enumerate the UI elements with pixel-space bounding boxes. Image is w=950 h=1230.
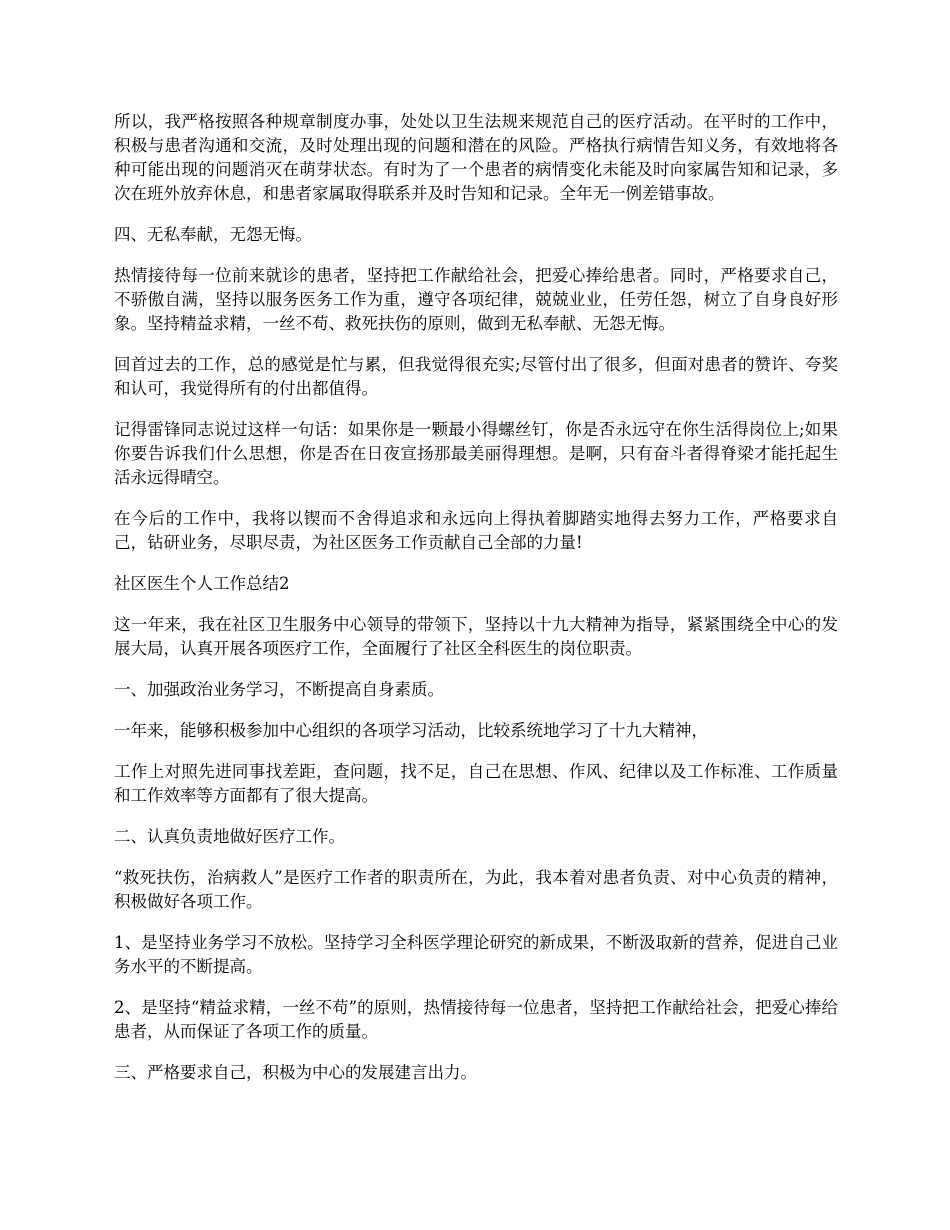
heading-medical-work: 二、认真负责地做好医疗工作。: [114, 827, 345, 846]
heading-selfless-dedication: 四、无私奉献，无怨无悔。: [114, 225, 312, 244]
paragraph-point-1: 1、是坚持业务学习不放松。坚持学习全科医学理论研究的新成果，不断汲取新的营养，促进自己业务水平的不断提高。: [114, 933, 838, 976]
heading-strict-requirements: 三、严格要求自己，积极为中心的发展建言出力。: [114, 1063, 477, 1082]
paragraph-point-2: 2、是坚持“精益求精，一丝不苟”的原则，热情接待每一位患者，坚持把工作献给社会，把爱心捧给患者，从而保证了各项工作的质量。: [114, 998, 838, 1041]
paragraph-strict-rules: 所以，我严格按照各种规章制度办事，处处以卫生法规来规范自己的医疗活动。在平时的工作中，积极与患者沟通和交流，及时处理出现的问题和潜在的风险。严格执行病情告知义务，有效地将各种可能出现的问题消灭在萌芽状态。有时为了一个患者的病情变化未能及时向家属告知和记录，多次在班外放弃休息，和患者家属取得联系并及时告知和记录。全年无一例差错事故。: [114, 112, 838, 203]
document-body: [114, 110, 838, 1102]
heading-political-study: 一、加强政治业务学习，不断提高自身素质。: [114, 680, 444, 699]
paragraph-year-overview: 这一年来，我在社区卫生服务中心领导的带领下，坚持以十九大精神为指导，紧紧围绕全中心的发展大局，认真开展各项医疗工作，全面履行了社区全科医生的岗位职责。: [114, 615, 838, 658]
section-title-summary-2: 社区医生个人工作总结2: [114, 574, 290, 593]
paragraph-self-improvement: 工作上对照先进同事找差距，查问题，找不足，自己在思想、作风、纪律以及工作标准、工作质量和工作效率等方面都有了很大提高。: [114, 762, 838, 805]
paragraph-warm-reception: 热情接待每一位前来就诊的患者，坚持把工作献给社会，把爱心捧给患者。同时，严格要求自己，不骄傲自满，坚持以服务医务工作为重，遵守各项纪律，兢兢业业，任劳任怨，树立了自身良好形象。坚持精益求精，一丝不苟、救死扶伤的原则，做到无私奉献、无怨无悔。: [114, 266, 838, 333]
paragraph-future-work: 在今后的工作中，我将以锲而不舍得追求和永远向上得执着脚踏实地得去努力工作，严格要求自己，钻研业务，尽职尽责，为社区医务工作贡献自己全部的力量!: [114, 509, 838, 552]
paragraph-duty-statement: “救死扶伤，治病救人”是医疗工作者的职责所在，为此，我本着对患者负责、对中心负责的精神，积极做好各项工作。: [114, 868, 838, 911]
paragraph-study-activities: 一年来，能够积极参加中心组织的各项学习活动，比较系统地学习了十九大精神，: [114, 721, 708, 740]
paragraph-lei-feng-quote: 记得雷锋同志说过这样一句话：如果你是一颗最小得螺丝钉，你是否永远守在你生活得岗位上;如果你要告诉我们什么思想，你是否在日夜宣扬那最美丽得理想。是啊，只有奋斗者得脊梁才能托起生活永远得晴空。: [114, 420, 838, 487]
paragraph-look-back: 回首过去的工作，总的感觉是忙与累，但我觉得很充实;尽管付出了很多，但面对患者的赞许、夸奖和认可，我觉得所有的付出都值得。: [114, 355, 838, 398]
